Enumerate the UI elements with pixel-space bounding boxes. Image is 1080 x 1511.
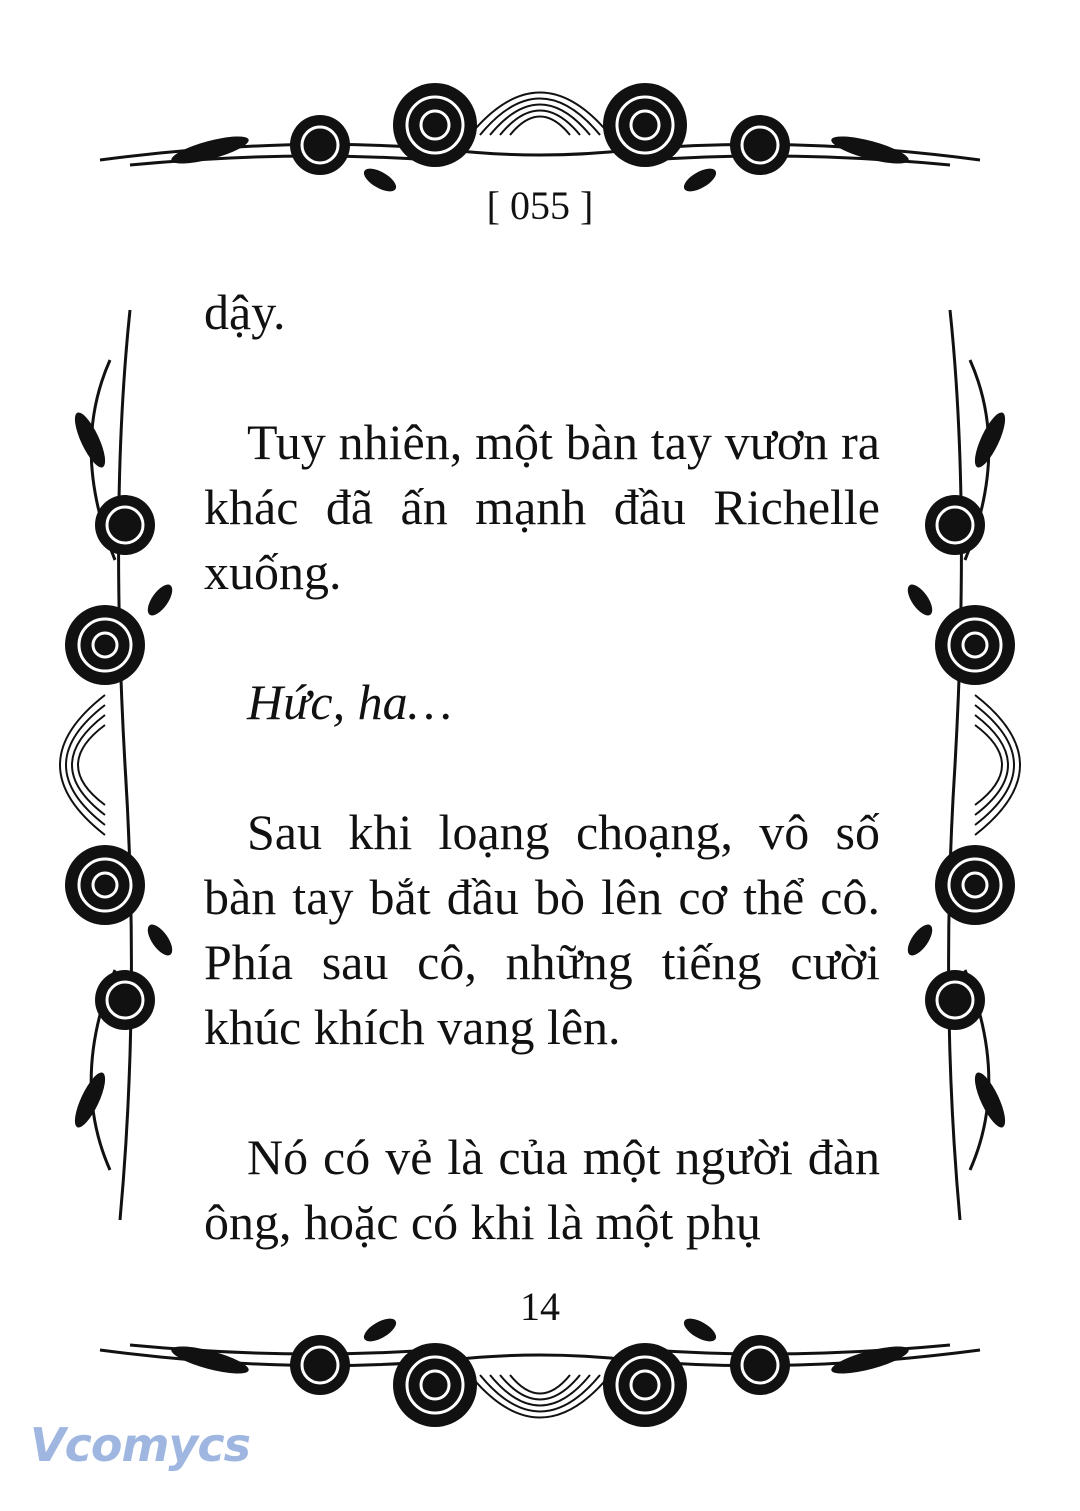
watermark-logo: Vcomycs <box>30 1418 251 1472</box>
right-rose-ornament <box>895 300 1070 1230</box>
chapter-label: [ 055 ] <box>486 183 594 228</box>
paragraph: Sau khi loạng choạng, vô số bàn tay bắt đầu bò lên cơ thể cô. Phía sau cô, những tiếng cười khúc khích vang lên. <box>204 804 880 1055</box>
paragraph: Tuy nhiên, một bàn tay vươn ra khác đã ấn mạnh đầu Richelle xuống. <box>204 414 880 600</box>
paragraph: dậy. <box>204 284 286 340</box>
paragraph-gap <box>204 1060 880 1125</box>
text-body <box>204 280 880 1255</box>
paragraph-italic: Hức, ha… <box>247 674 453 730</box>
paragraph-gap <box>204 605 880 670</box>
page-number: 14 <box>520 1284 560 1329</box>
paragraph-gap <box>204 345 880 410</box>
paragraph-gap <box>204 735 880 800</box>
left-rose-ornament <box>10 300 185 1230</box>
paragraph: Nó có vẻ là của một người đàn ông, hoặc có khi là một phụ <box>204 1129 880 1250</box>
